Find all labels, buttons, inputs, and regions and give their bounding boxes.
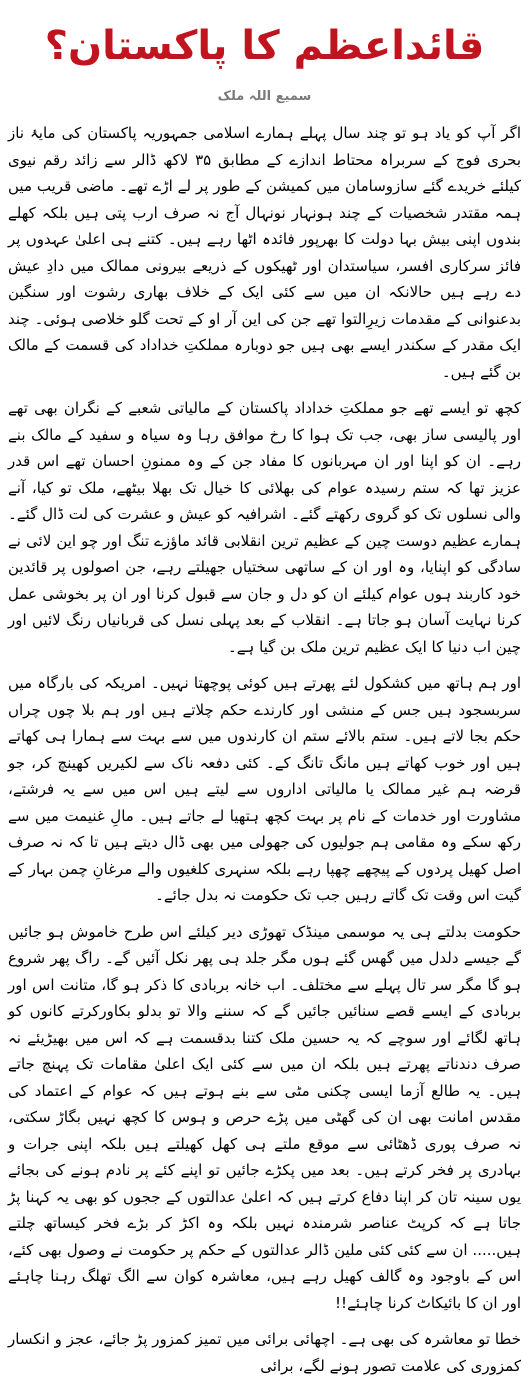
article-paragraph: خطا تو معاشرہ کی بھی ہے۔ اچھائی برائی میں تمیز کمزور پڑ جائے، عجز و انکسار کمزوری کی علامت تصور ہونے لگے، برائی	[8, 1330, 521, 1375]
article-paragraph: اگر آپ کو یاد ہو تو چند سال پہلے ہمارے اسلامی جمہوریہ پاکستان کی مایۂ ناز بحری فوج کے سربراہ محتاط اندازے کے مطابق ۳۵ لاکھ ڈالر سے زائد رقم نیوی کیلئے خریدے گئے سازوسامان میں کمیشن کے طور پر لے اڑے تھے۔ ماضی قریب میں ہمہ مقتدر شخصیات کے چند ہونہار نونہال آج نہ صرف ارب پتی ہیں بلکہ کھلے بندوں اپنی بیش بہا دولت کا بھرپور فائدہ اٹھا رہے ہیں۔ کتنے ہی اعلیٰ عہدوں پر فائز سرکاری افسر، سیاستدان اور ٹھیکوں کے ذریعے بیرونی ممالک میں دادِ عیش دے رہے ہیں حالانکہ ان میں سے کئی ایک کے خلاف بھاری رشوت اور سنگین بدعنوانی کے مقدمات زیرِالتوا تھے جن کی این آر او کے تحت گلو خلاصی ہوئی۔ چند ایک مقدر کے سکندر ایسے بھی ہیں جو دوبارہ مملکتِ خداداد کی قسمت کے مالک بن گئے ہیں۔	[8, 124, 521, 381]
article-headline: قائداعظم کا پاکستان؟	[44, 23, 485, 69]
article-body	[8, 120, 521, 1375]
author-byline: سمیع اللہ ملک	[217, 89, 312, 104]
article-paragraph: کچھ تو ایسے تھے جو مملکتِ خداداد پاکستان کے مالیاتی شعبے کے نگران بھی تھے اور پالیسی ساز بھی، جب تک ہوا کا رخ موافق رہا وہ سیاہ و سفید کے مالک بنے رہے۔ ان کو اپنا اور ان مہربانوں کا مفاد جن کے وہ ممنونِ احسان تھے اس قدر عزیز تھا کہ ستم رسیدہ عوام کی بھلائی کا خیال تک بھلا بیٹھے، ملک تو کیا، آنے والی نسلوں تک کو گروی رکھتے گئے۔ اشرافیہ کو عیش و عشرت کی لت ڈال گئے۔ ہمارے عظیم دوست چین کے عظیم ترین انقلابی قائد ماؤزے تنگ اور چو این لائی نے سادگی کو اپنایا، وہ اور ان کے ساتھی سختیاں جھیلتے رہے، جن اصولوں پر قائدین خود کاربند ہوں عوام کیلئے ان کو دل و جان سے قبول کرنا اور ان پر بخوشی عمل کرنا نہایت آسان ہو جاتا ہے۔ انقلاب کے بعد پہلی نسل کی قربانیاں رنگ لائیں اور چین اب دنیا کا ایک عظیم ترین ملک بن گیا ہے۔	[8, 399, 521, 656]
article-paragraph: اور ہم ہاتھ میں کشکول لئے پھرتے ہیں کوئی پوچھتا نہیں۔ امریکہ کی بارگاہ میں سربسجود ہیں جس کے منشی اور کارندے حکم چلاتے ہیں اور ہم بلا چوں چراں حکم بجا لاتے ہیں۔ ستم بالائے ستم ان کارندوں میں سے بہت سے ہمارا ہی کھاتے ہیں اور خوب کھاتے ہیں مانگ تانگ کے۔ کئی دفعہ ناک سے لکیریں کھینچ کر، جو قرضہ ہم غیر ممالک یا مالیاتی اداروں سے لیتے ہیں اس میں سے یہ فرشتے، مشاورت اور خدمات کے نام پر بہت کچھ ہتھیا لے جاتے ہیں۔ مالِ غنیمت میں سے رکھ سکے وہ مقامی ہم جولیوں کی جھولی میں بھی ڈال دیتے ہیں تا کہ نہ صرف اصل کھیل پردوں کے پیچھے چھپا رہے بلکہ سنہری کلغیوں والے مرغانِ چمن بہار کے گیت اس وقت تک گاتے رہیں جب تک حکومت نہ بدل جائے۔	[8, 674, 521, 904]
article-paragraph: حکومت بدلتے ہی یہ موسمی مینڈک تھوڑی دیر کیلئے اس طرح خاموش ہو جائیں گے جیسے دلدل میں گھس گئے ہوں مگر جلد ہی پھر نکل آئیں گے۔ راگ پھر شروع ہو گا مگر سر تال پہلے سے مختلف۔ اب خانہ بربادی کا ذکر ہو گا، متانت اس اور بربادی کے ایسے قصے سنائیں جائیں گے کہ سننے والا تو بدلو بکاورکرتے کانوں کو ہاتھ لگائے اور سوچے کہ یہ حسین ملک کتنا بدقسمت ہے کہ اس میں بھیڑیئے نہ صرف دندناتے پھرتے ہیں بلکہ ان میں سے کئی ایک اعلیٰ مقامات تک پہنچ جاتے ہیں۔ یہ طالع آزما ایسی چکنی مٹی سے بنے ہوتے ہیں کہ عوام کے اعتماد کی مقدس امانت بھی ان کی گھٹی میں پڑے حرص و ہوس کا کچھ نہیں بگاڑ سکتی، نہ صرف پوری ڈھٹائی سے موقع ملتے ہی کھل کھیلتے ہیں بلکہ اپنی جرات و بہادری پر فخر کرتے ہیں۔ بعد میں پکڑے جائیں تو اپنے کئے پر نادم ہونے کی بجائے یوں سینہ تان کر اپنا دفاع کرتے ہیں کہ اعلیٰ عدالتوں کے ججوں کو بھی یہ کہنا پڑ جاتا ہے کہ کرپٹ عناصر شرمندہ نہیں بلکہ وہ اکڑ کر بڑے فخر کیساتھ چلتے ہیں..... ان سے کئی کئی ملین ڈالر عدالتوں کے حکم پر حکومت نے وصول بھی کئے، اس کے باوجود وہ گالف کھیل رہے ہیں، معاشرہ کوان سے الگ تھلگ رہنا چاہئے اور ان کا بائیکاٹ کرنا چاہئے!!	[8, 922, 521, 1312]
